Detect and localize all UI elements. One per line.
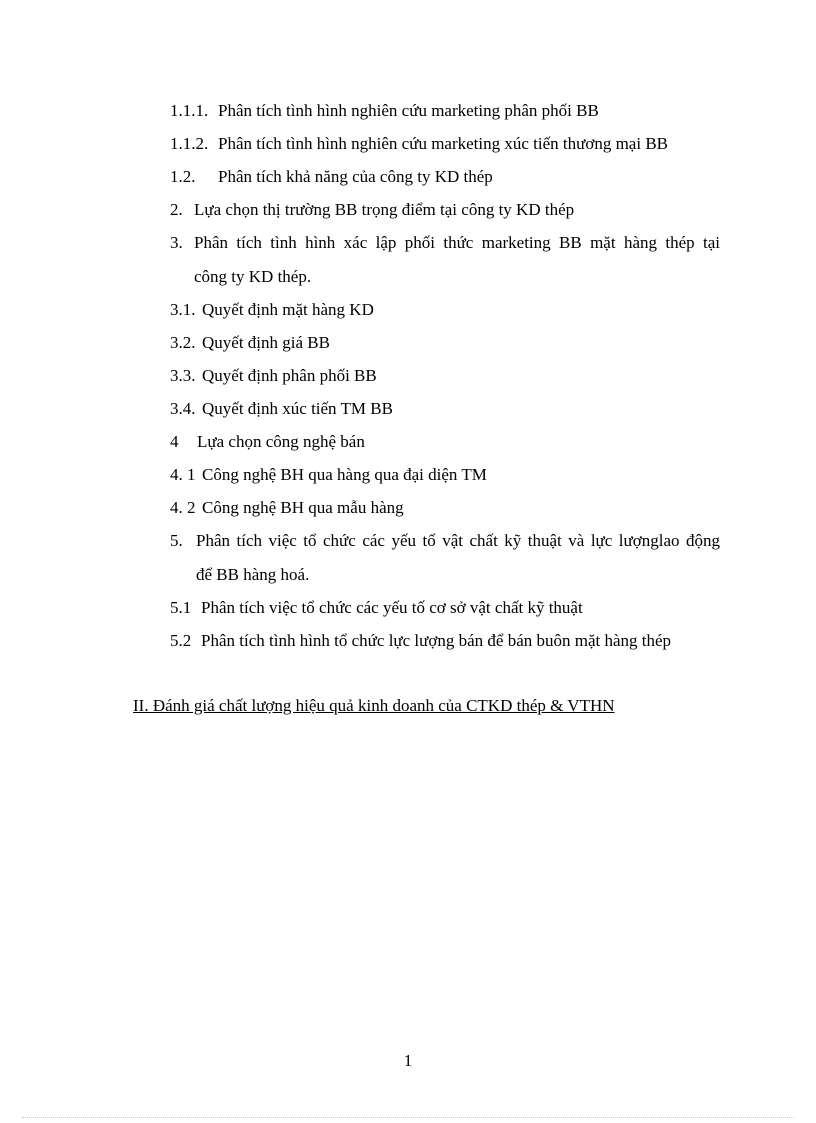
page-number: 1: [403, 1051, 413, 1070]
page-bottom-divider: [22, 1117, 794, 1118]
outline-item: [170, 166, 493, 188]
outline-item: [170, 199, 574, 221]
outline-item: [170, 530, 720, 552]
outline-item: [170, 597, 583, 619]
outline-text: Phân tích việc tổ chức các yếu tố cơ sở vật chất kỹ thuật: [201, 598, 583, 617]
outline-text: Quyết định phân phối BB: [202, 366, 377, 385]
outline-item: [170, 464, 487, 486]
outline-text: Công nghệ BH qua hàng qua đại diện TM: [202, 465, 487, 484]
outline-item: [170, 497, 404, 519]
outline-item: [170, 332, 330, 354]
outline-item: [170, 232, 720, 254]
outline-number: 1.1.2.: [170, 134, 209, 153]
outline-number: 5.: [170, 531, 183, 550]
outline-text: Phân tích việc tổ chức các yếu tố vật chất kỹ thuật và lực lượnglao động: [196, 531, 720, 550]
outline-number: 1.1.1.: [170, 101, 209, 120]
outline-number: 3.2.: [170, 333, 196, 352]
outline-number: 4. 2: [170, 498, 196, 517]
section-heading: II. Đánh giá chất lượng hiệu quả kinh doanh của CTKD thép & VTHN: [133, 696, 615, 715]
outline-item: [170, 398, 393, 420]
outline-text: Phân tích khả năng của công ty KD thép: [218, 167, 493, 186]
outline-text: Lựa chọn công nghệ bán: [197, 432, 365, 451]
outline-number: 5.1: [170, 598, 192, 617]
outline-text: Phân tích tình hình xác lập phối thức marketing BB mặt hàng thép tại: [194, 233, 720, 252]
outline-item: [170, 365, 377, 387]
outline-item: [170, 630, 671, 652]
outline-text: Quyết định giá BB: [202, 333, 330, 352]
outline-text: Phân tích tình hình nghiên cứu marketing phân phối BB: [218, 101, 599, 120]
outline-item: [170, 100, 599, 122]
outline-number: 1.2.: [170, 167, 196, 186]
outline-text: Phân tích tình hình tổ chức lực lượng bán để bán buôn mặt hàng thép: [201, 631, 672, 650]
outline-number: 4. 1: [170, 465, 196, 484]
outline-item: [170, 133, 668, 155]
outline-item: [170, 299, 374, 321]
outline-number: 5.2: [170, 631, 192, 650]
outline-number: 3.3.: [170, 366, 196, 385]
outline-item: [170, 431, 365, 453]
outline-number: 3.: [170, 233, 183, 252]
outline-number: 4: [170, 432, 179, 451]
outline-item-continuation: công ty KD thép.: [194, 267, 312, 286]
outline-text: Quyết định mặt hàng KD: [202, 300, 374, 319]
outline-text: Quyết định xúc tiến TM BB: [202, 399, 393, 418]
outline-text: Công nghệ BH qua mẫu hàng: [202, 498, 404, 517]
outline-text: Phân tích tình hình nghiên cứu marketing xúc tiến thương mại BB: [218, 134, 668, 153]
outline-number: 3.4.: [170, 399, 196, 418]
outline-item-continuation: để BB hàng hoá.: [196, 565, 310, 584]
outline-number: 2.: [170, 200, 183, 219]
outline-text: Lựa chọn thị trường BB trọng điểm tại công ty KD thép: [194, 200, 575, 219]
outline-number: 3.1.: [170, 300, 196, 319]
